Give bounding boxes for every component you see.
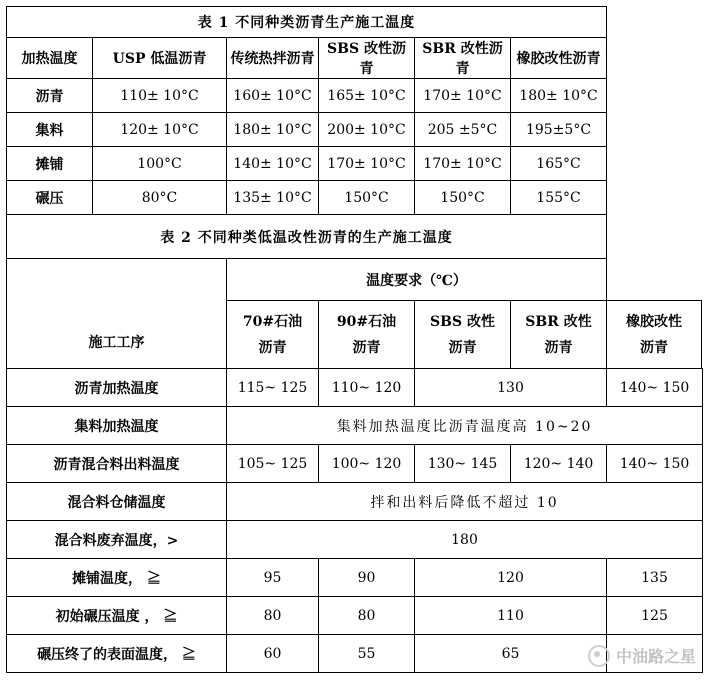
row-label: 摊铺温度， ≧: [7, 559, 227, 597]
table1-header-cell: 橡胶改性沥青: [511, 38, 607, 79]
row-label: 沥青混合料出料温度: [7, 445, 227, 483]
wechat-logo-icon: [588, 645, 610, 667]
table-row: [7, 483, 703, 521]
table-cell: 115~ 125: [227, 369, 319, 407]
table-row: [7, 445, 703, 483]
column-header-90-asphalt: [319, 301, 415, 369]
table-cell: 95: [227, 559, 319, 597]
column-header-rubber-asphalt: [607, 301, 702, 369]
table-cell: 80: [319, 597, 415, 635]
table-row: [7, 181, 702, 215]
row-label: 混合料废弃温度，>: [7, 521, 227, 559]
table1-header-cell: SBR 改性沥青: [415, 38, 511, 79]
table-cell: 165°C: [511, 147, 607, 181]
table-cell: 150°C: [319, 181, 415, 215]
table-cell: 140~ 150: [607, 445, 703, 483]
table-row: [7, 521, 703, 559]
table1-header-cell: 加热温度: [7, 38, 93, 79]
table-cell: 120± 10°C: [93, 113, 227, 147]
table-cell: 155°C: [511, 181, 607, 215]
table1-header-cell: USP 低温沥青: [93, 38, 227, 79]
table-cell: 80: [227, 597, 319, 635]
header-line: 沥青: [448, 339, 477, 356]
table-cell: 180± 10°C: [227, 113, 319, 147]
table-cell: 60: [227, 635, 319, 673]
header-line: SBS 改性: [430, 313, 495, 330]
header-line: 沥青: [640, 339, 669, 356]
table-cell: 100~ 120: [319, 445, 415, 483]
watermark-text: 中油路之星: [615, 647, 696, 666]
table-row: [7, 597, 703, 635]
table-cell: 110: [415, 597, 607, 635]
table2-body: [6, 368, 703, 673]
watermark: [588, 644, 696, 667]
table-cell: 集料加热温度比沥青温度高 10~20: [227, 407, 703, 445]
column-header-sbr-asphalt: [511, 301, 607, 369]
table-row: [7, 369, 703, 407]
header-line: 沥青: [544, 339, 573, 356]
table2-caption: 表 2 不同种类低温改性沥青的生产施工温度: [7, 215, 607, 259]
table-cell: 135: [607, 559, 703, 597]
table-cell: 180± 10°C: [511, 79, 607, 113]
table1-header-cell: 传统热拌沥青: [227, 38, 319, 79]
table-cell: 110~ 120: [319, 369, 415, 407]
header-line: 橡胶改性: [626, 313, 683, 330]
row-label: 摊铺: [7, 147, 93, 181]
table1-caption-row: [7, 7, 702, 38]
table-row: [7, 79, 702, 113]
table-cell: 120~ 140: [511, 445, 607, 483]
table-cell: 200± 10°C: [319, 113, 415, 147]
table-row: [7, 559, 703, 597]
table1-header-cell: SBS 改性沥青: [319, 38, 415, 79]
table-cell: 110± 10°C: [93, 79, 227, 113]
table-cell: 120: [415, 559, 607, 597]
table-cell: 160± 10°C: [227, 79, 319, 113]
table-cell: 105~ 125: [227, 445, 319, 483]
table-cell: 100°C: [93, 147, 227, 181]
table-cell: 130~ 145: [415, 445, 511, 483]
table-cell: 150°C: [415, 181, 511, 215]
column-header-70-asphalt: [227, 301, 319, 369]
row-label: 集料加热温度: [7, 407, 227, 445]
header-line: 70#石油: [242, 313, 303, 330]
table-cell: 135± 10°C: [227, 181, 319, 215]
table-cell: 130: [415, 369, 607, 407]
table-cell: 170± 10°C: [415, 147, 511, 181]
table-cell: 125: [607, 597, 703, 635]
document-page: [6, 6, 702, 673]
stage-header: 施工工序: [7, 259, 227, 369]
row-label: 混合料仓储温度: [7, 483, 227, 521]
row-label: 集料: [7, 113, 93, 147]
table-cell: 165± 10°C: [319, 79, 415, 113]
row-label: 碾压: [7, 181, 93, 215]
header-line: SBR 改性: [525, 313, 592, 330]
table1-header-row: [7, 38, 702, 79]
table-cell: 205 ±5°C: [415, 113, 511, 147]
table-row: [7, 113, 702, 147]
table-cell: 170± 10°C: [415, 79, 511, 113]
asphalt-temperature-tables: [6, 6, 702, 369]
table-cell: 90: [319, 559, 415, 597]
table-row: [7, 407, 703, 445]
row-label: 沥青: [7, 79, 93, 113]
header-line: 90#石油: [336, 313, 397, 330]
table-cell: 55: [319, 635, 415, 673]
table-cell: 170± 10°C: [319, 147, 415, 181]
row-label: 初始碾压温度 ， ≧: [7, 597, 227, 635]
row-label: 沥青加热温度: [7, 369, 227, 407]
column-header-sbs-asphalt: [415, 301, 511, 369]
table-cell: 80°C: [93, 181, 227, 215]
header-line: 沥青: [258, 339, 287, 356]
table-row: [7, 147, 702, 181]
header-line: 沥青: [352, 339, 381, 356]
row-label: 碾压终了的表面温度， ≧: [7, 635, 227, 673]
table-cell: 140± 10°C: [227, 147, 319, 181]
table-cell: 180: [227, 521, 703, 559]
table1-caption: 表 1 不同种类沥青生产施工温度: [7, 7, 607, 38]
table2-header-row: [7, 259, 702, 301]
temperature-requirement-header: 温度要求（℃）: [227, 259, 607, 301]
table-cell: 195±5°C: [511, 113, 607, 147]
table2-caption-row: [7, 215, 702, 259]
table-cell: 65: [415, 635, 607, 673]
table-cell: 140~ 150: [607, 369, 703, 407]
table-cell: 拌和出料后降低不超过 10: [227, 483, 703, 521]
